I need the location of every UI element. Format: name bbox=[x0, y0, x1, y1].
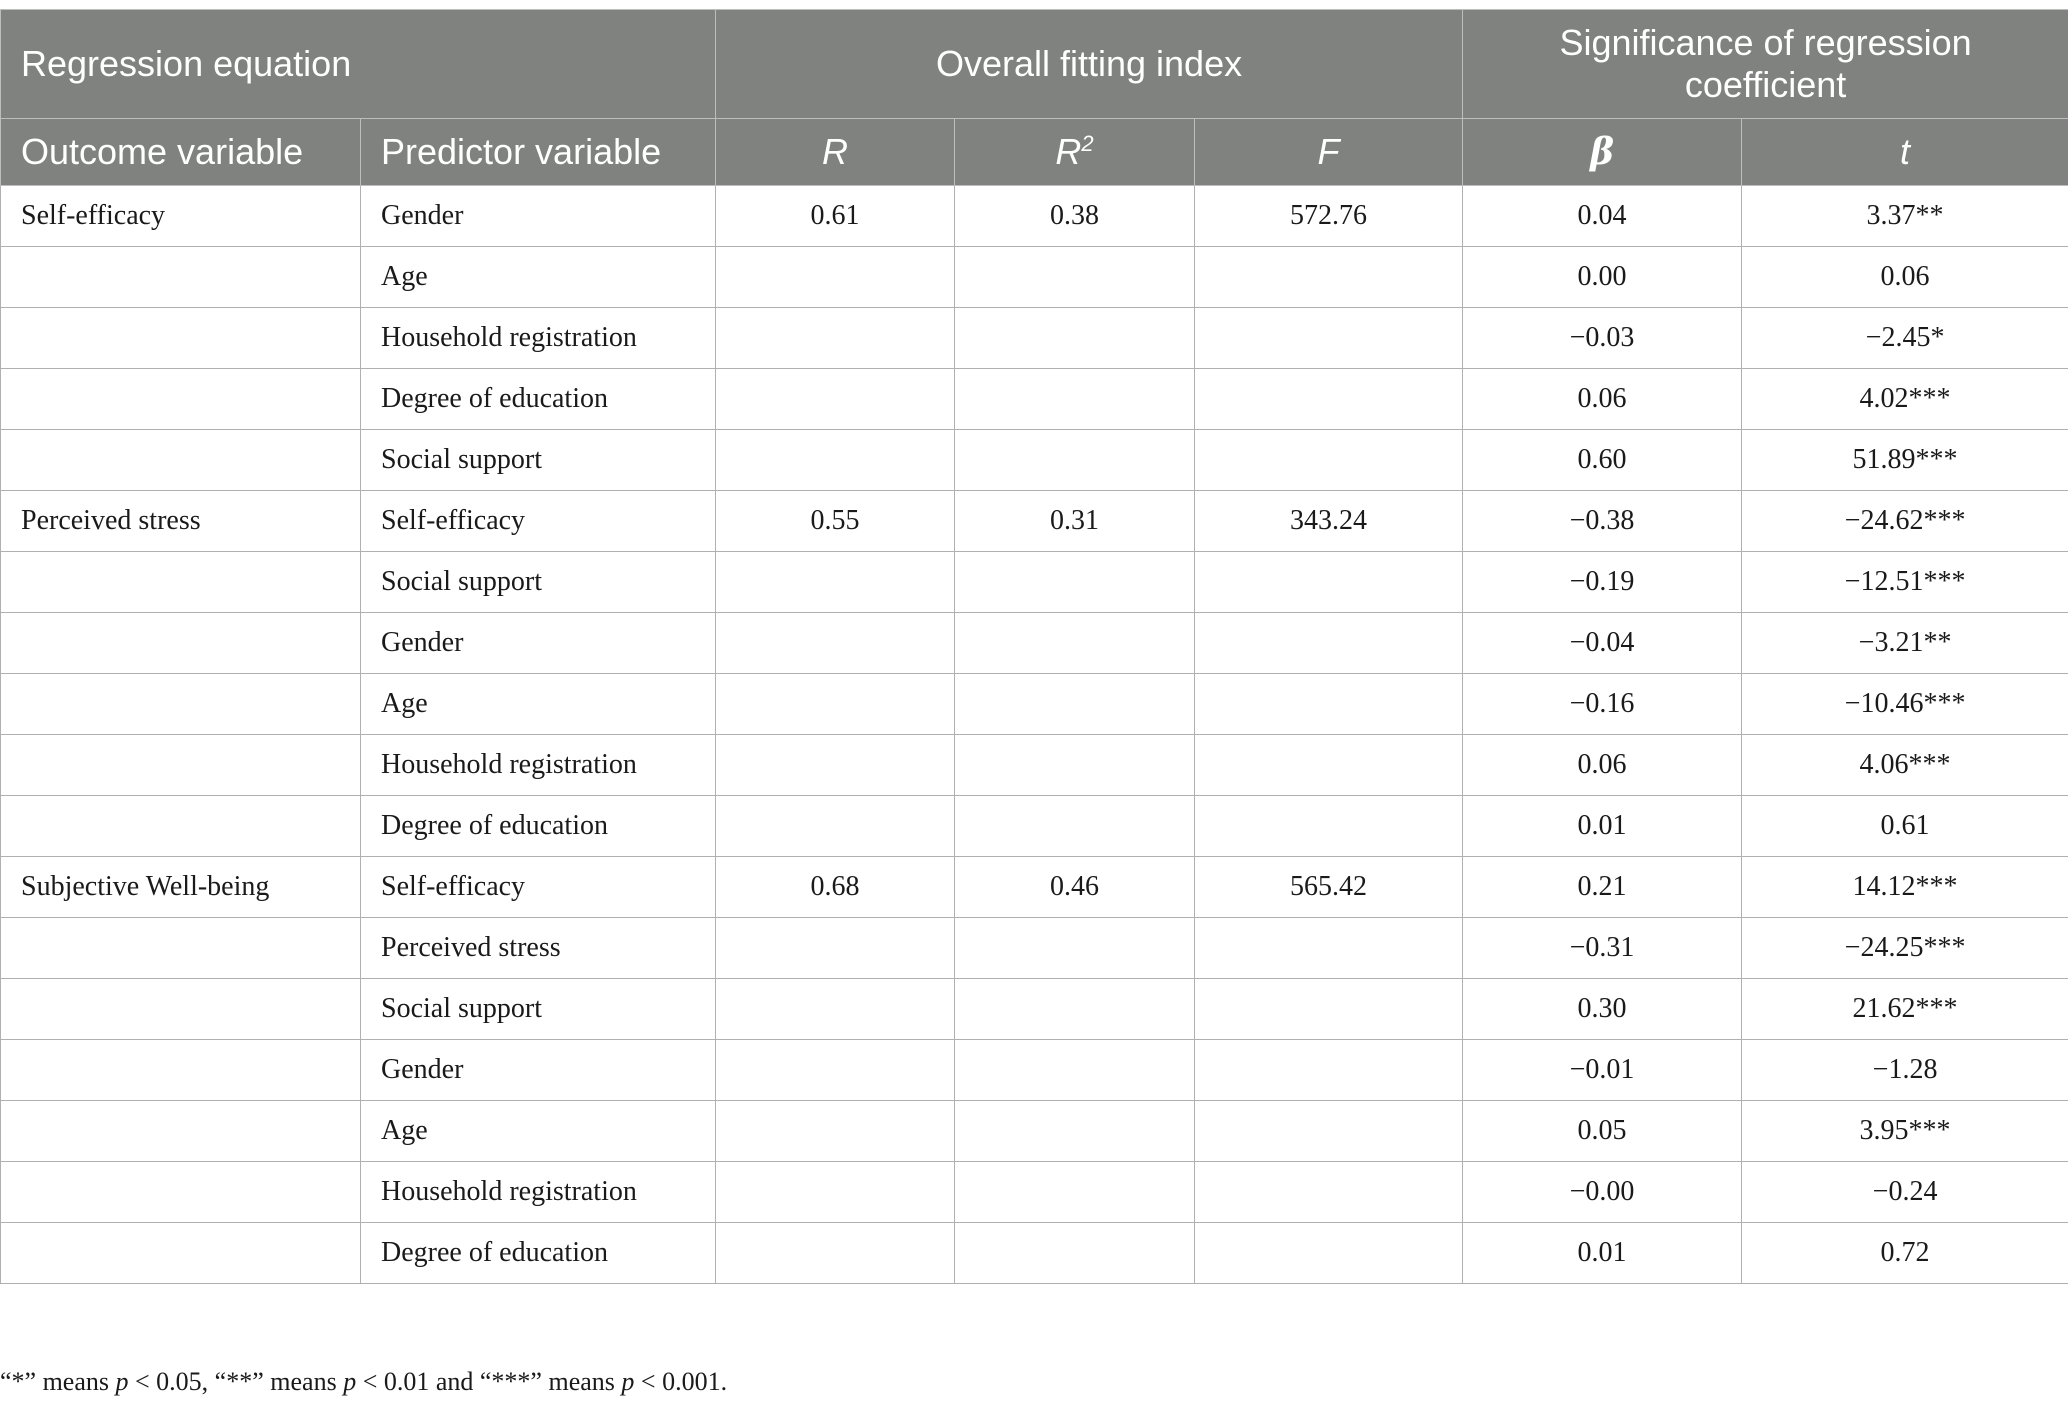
r-squared-cell bbox=[955, 308, 1195, 369]
t-cell: −2.45* bbox=[1742, 308, 2068, 369]
t-cell: 3.95*** bbox=[1742, 1101, 2068, 1162]
r-cell bbox=[716, 1101, 955, 1162]
t-cell: −0.24 bbox=[1742, 1162, 2068, 1223]
predictor-variable-cell: Social support bbox=[361, 979, 716, 1040]
t-cell: 21.62*** bbox=[1742, 979, 2068, 1040]
outcome-variable-cell bbox=[1, 430, 361, 491]
f-cell bbox=[1195, 1162, 1463, 1223]
outcome-variable-cell: Perceived stress bbox=[1, 491, 361, 552]
predictor-variable-cell: Household registration bbox=[361, 308, 716, 369]
beta-cell: −0.16 bbox=[1463, 674, 1742, 735]
f-cell bbox=[1195, 674, 1463, 735]
r-cell bbox=[716, 1162, 955, 1223]
outcome-variable-cell bbox=[1, 674, 361, 735]
r-cell bbox=[716, 308, 955, 369]
f-cell bbox=[1195, 552, 1463, 613]
predictor-variable-cell: Age bbox=[361, 674, 716, 735]
outcome-variable-cell bbox=[1, 918, 361, 979]
outcome-variable-cell bbox=[1, 1101, 361, 1162]
beta-cell: −0.31 bbox=[1463, 918, 1742, 979]
footnote bbox=[0, 1367, 727, 1397]
table-row bbox=[1, 1101, 2068, 1162]
header-predictor-variable: Predictor variable bbox=[361, 119, 716, 186]
predictor-variable-cell: Household registration bbox=[361, 735, 716, 796]
beta-cell: −0.38 bbox=[1463, 491, 1742, 552]
f-cell bbox=[1195, 430, 1463, 491]
table-row bbox=[1, 918, 2068, 979]
r-cell bbox=[716, 369, 955, 430]
t-cell: −10.46*** bbox=[1742, 674, 2068, 735]
header-significance-of-regression-coefficient: Significance of regression coefficient bbox=[1463, 10, 2068, 119]
r-squared-cell bbox=[955, 247, 1195, 308]
table-row bbox=[1, 674, 2068, 735]
r-cell bbox=[716, 430, 955, 491]
outcome-variable-cell bbox=[1, 247, 361, 308]
t-cell: 4.06*** bbox=[1742, 735, 2068, 796]
predictor-variable-cell: Self-efficacy bbox=[361, 491, 716, 552]
r-squared-cell bbox=[955, 613, 1195, 674]
r-squared-cell bbox=[955, 979, 1195, 1040]
t-cell: 0.06 bbox=[1742, 247, 2068, 308]
beta-cell: 0.21 bbox=[1463, 857, 1742, 918]
beta-cell: 0.30 bbox=[1463, 979, 1742, 1040]
outcome-variable-cell bbox=[1, 552, 361, 613]
predictor-variable-cell: Gender bbox=[361, 186, 716, 247]
t-cell: −24.62*** bbox=[1742, 491, 2068, 552]
f-cell bbox=[1195, 1101, 1463, 1162]
r-cell bbox=[716, 796, 955, 857]
f-cell: 572.76 bbox=[1195, 186, 1463, 247]
table-row bbox=[1, 430, 2068, 491]
r-cell bbox=[716, 1040, 955, 1101]
r-squared-cell: 0.38 bbox=[955, 186, 1195, 247]
table-row bbox=[1, 186, 2068, 247]
beta-cell: 0.01 bbox=[1463, 796, 1742, 857]
r-cell bbox=[716, 247, 955, 308]
footnote-text-4: < 0.001. bbox=[634, 1367, 728, 1396]
outcome-variable-cell bbox=[1, 1162, 361, 1223]
header-t: t bbox=[1742, 119, 2068, 186]
t-cell: 0.72 bbox=[1742, 1223, 2068, 1284]
r-cell bbox=[716, 918, 955, 979]
f-cell: 343.24 bbox=[1195, 491, 1463, 552]
outcome-variable-cell: Self-efficacy bbox=[1, 186, 361, 247]
t-cell: 3.37** bbox=[1742, 186, 2068, 247]
beta-cell: 0.00 bbox=[1463, 247, 1742, 308]
table-row bbox=[1, 1040, 2068, 1101]
r-squared-cell bbox=[955, 552, 1195, 613]
t-cell: −12.51*** bbox=[1742, 552, 2068, 613]
table-row bbox=[1, 735, 2068, 796]
table-row bbox=[1, 552, 2068, 613]
predictor-variable-cell: Degree of education bbox=[361, 796, 716, 857]
header-group-row bbox=[1, 10, 2068, 119]
beta-cell: 0.01 bbox=[1463, 1223, 1742, 1284]
t-cell: 4.02*** bbox=[1742, 369, 2068, 430]
f-cell bbox=[1195, 308, 1463, 369]
outcome-variable-cell bbox=[1, 369, 361, 430]
f-cell bbox=[1195, 735, 1463, 796]
r-squared-cell bbox=[955, 735, 1195, 796]
r-squared-cell bbox=[955, 796, 1195, 857]
beta-cell: 0.06 bbox=[1463, 735, 1742, 796]
header-regression-equation: Regression equation bbox=[1, 10, 716, 119]
header-f: F bbox=[1195, 119, 1463, 186]
footnote-p-3: p bbox=[621, 1367, 635, 1396]
outcome-variable-cell bbox=[1, 308, 361, 369]
outcome-variable-cell bbox=[1, 979, 361, 1040]
t-cell: −1.28 bbox=[1742, 1040, 2068, 1101]
footnote-text-3: < 0.01 and “***” means bbox=[356, 1367, 622, 1396]
table-row bbox=[1, 308, 2068, 369]
t-cell: −3.21** bbox=[1742, 613, 2068, 674]
predictor-variable-cell: Degree of education bbox=[361, 369, 716, 430]
f-cell bbox=[1195, 1040, 1463, 1101]
outcome-variable-cell bbox=[1, 735, 361, 796]
regression-table bbox=[0, 9, 2068, 1284]
header-beta: β bbox=[1463, 119, 1742, 186]
beta-cell: 0.60 bbox=[1463, 430, 1742, 491]
header-r-squared-base: R bbox=[1055, 131, 1082, 172]
predictor-variable-cell: Gender bbox=[361, 613, 716, 674]
r-squared-cell bbox=[955, 674, 1195, 735]
r-squared-cell bbox=[955, 1162, 1195, 1223]
beta-cell: 0.04 bbox=[1463, 186, 1742, 247]
f-cell bbox=[1195, 1223, 1463, 1284]
beta-cell: −0.01 bbox=[1463, 1040, 1742, 1101]
outcome-variable-cell: Subjective Well-being bbox=[1, 857, 361, 918]
beta-cell: 0.05 bbox=[1463, 1101, 1742, 1162]
r-cell bbox=[716, 1223, 955, 1284]
table-row bbox=[1, 491, 2068, 552]
footnote-text-2: < 0.05, “**” means bbox=[128, 1367, 344, 1396]
r-squared-cell bbox=[955, 369, 1195, 430]
t-cell: −24.25*** bbox=[1742, 918, 2068, 979]
f-cell bbox=[1195, 247, 1463, 308]
r-cell bbox=[716, 613, 955, 674]
r-cell bbox=[716, 674, 955, 735]
outcome-variable-cell bbox=[1, 1223, 361, 1284]
r-squared-cell bbox=[955, 1040, 1195, 1101]
footnote-p-1: p bbox=[115, 1367, 129, 1396]
r-cell bbox=[716, 735, 955, 796]
t-cell: 14.12*** bbox=[1742, 857, 2068, 918]
outcome-variable-cell bbox=[1, 796, 361, 857]
r-squared-cell bbox=[955, 918, 1195, 979]
header-r-squared-exponent: 2 bbox=[1081, 131, 1094, 156]
table-row bbox=[1, 247, 2068, 308]
table-row bbox=[1, 857, 2068, 918]
predictor-variable-cell: Social support bbox=[361, 430, 716, 491]
table-row bbox=[1, 1223, 2068, 1284]
r-cell: 0.68 bbox=[716, 857, 955, 918]
r-cell: 0.55 bbox=[716, 491, 955, 552]
f-cell bbox=[1195, 918, 1463, 979]
table-row bbox=[1, 796, 2068, 857]
table-body bbox=[1, 186, 2068, 1284]
f-cell bbox=[1195, 979, 1463, 1040]
header-overall-fitting-index: Overall fitting index bbox=[716, 10, 1463, 119]
beta-cell: −0.00 bbox=[1463, 1162, 1742, 1223]
header-outcome-variable: Outcome variable bbox=[1, 119, 361, 186]
t-cell: 51.89*** bbox=[1742, 430, 2068, 491]
beta-cell: −0.03 bbox=[1463, 308, 1742, 369]
predictor-variable-cell: Degree of education bbox=[361, 1223, 716, 1284]
footnote-text-1: “*” means bbox=[0, 1367, 116, 1396]
beta-cell: 0.06 bbox=[1463, 369, 1742, 430]
predictor-variable-cell: Household registration bbox=[361, 1162, 716, 1223]
predictor-variable-cell: Gender bbox=[361, 1040, 716, 1101]
header-r-squared bbox=[955, 119, 1195, 186]
footnote-p-2: p bbox=[343, 1367, 357, 1396]
r-squared-cell: 0.31 bbox=[955, 491, 1195, 552]
f-cell bbox=[1195, 796, 1463, 857]
f-cell bbox=[1195, 613, 1463, 674]
table-row bbox=[1, 369, 2068, 430]
r-cell bbox=[716, 552, 955, 613]
beta-cell: −0.04 bbox=[1463, 613, 1742, 674]
header-column-row bbox=[1, 119, 2068, 186]
header-r: R bbox=[716, 119, 955, 186]
r-squared-cell: 0.46 bbox=[955, 857, 1195, 918]
f-cell: 565.42 bbox=[1195, 857, 1463, 918]
r-squared-cell bbox=[955, 1101, 1195, 1162]
table-row bbox=[1, 979, 2068, 1040]
t-cell: 0.61 bbox=[1742, 796, 2068, 857]
f-cell bbox=[1195, 369, 1463, 430]
predictor-variable-cell: Self-efficacy bbox=[361, 857, 716, 918]
outcome-variable-cell bbox=[1, 613, 361, 674]
table-header bbox=[1, 10, 2068, 186]
table-row bbox=[1, 613, 2068, 674]
outcome-variable-cell bbox=[1, 1040, 361, 1101]
table-row bbox=[1, 1162, 2068, 1223]
beta-cell: −0.19 bbox=[1463, 552, 1742, 613]
predictor-variable-cell: Social support bbox=[361, 552, 716, 613]
r-squared-cell bbox=[955, 1223, 1195, 1284]
r-cell: 0.61 bbox=[716, 186, 955, 247]
r-cell bbox=[716, 979, 955, 1040]
predictor-variable-cell: Age bbox=[361, 1101, 716, 1162]
r-squared-cell bbox=[955, 430, 1195, 491]
predictor-variable-cell: Perceived stress bbox=[361, 918, 716, 979]
predictor-variable-cell: Age bbox=[361, 247, 716, 308]
